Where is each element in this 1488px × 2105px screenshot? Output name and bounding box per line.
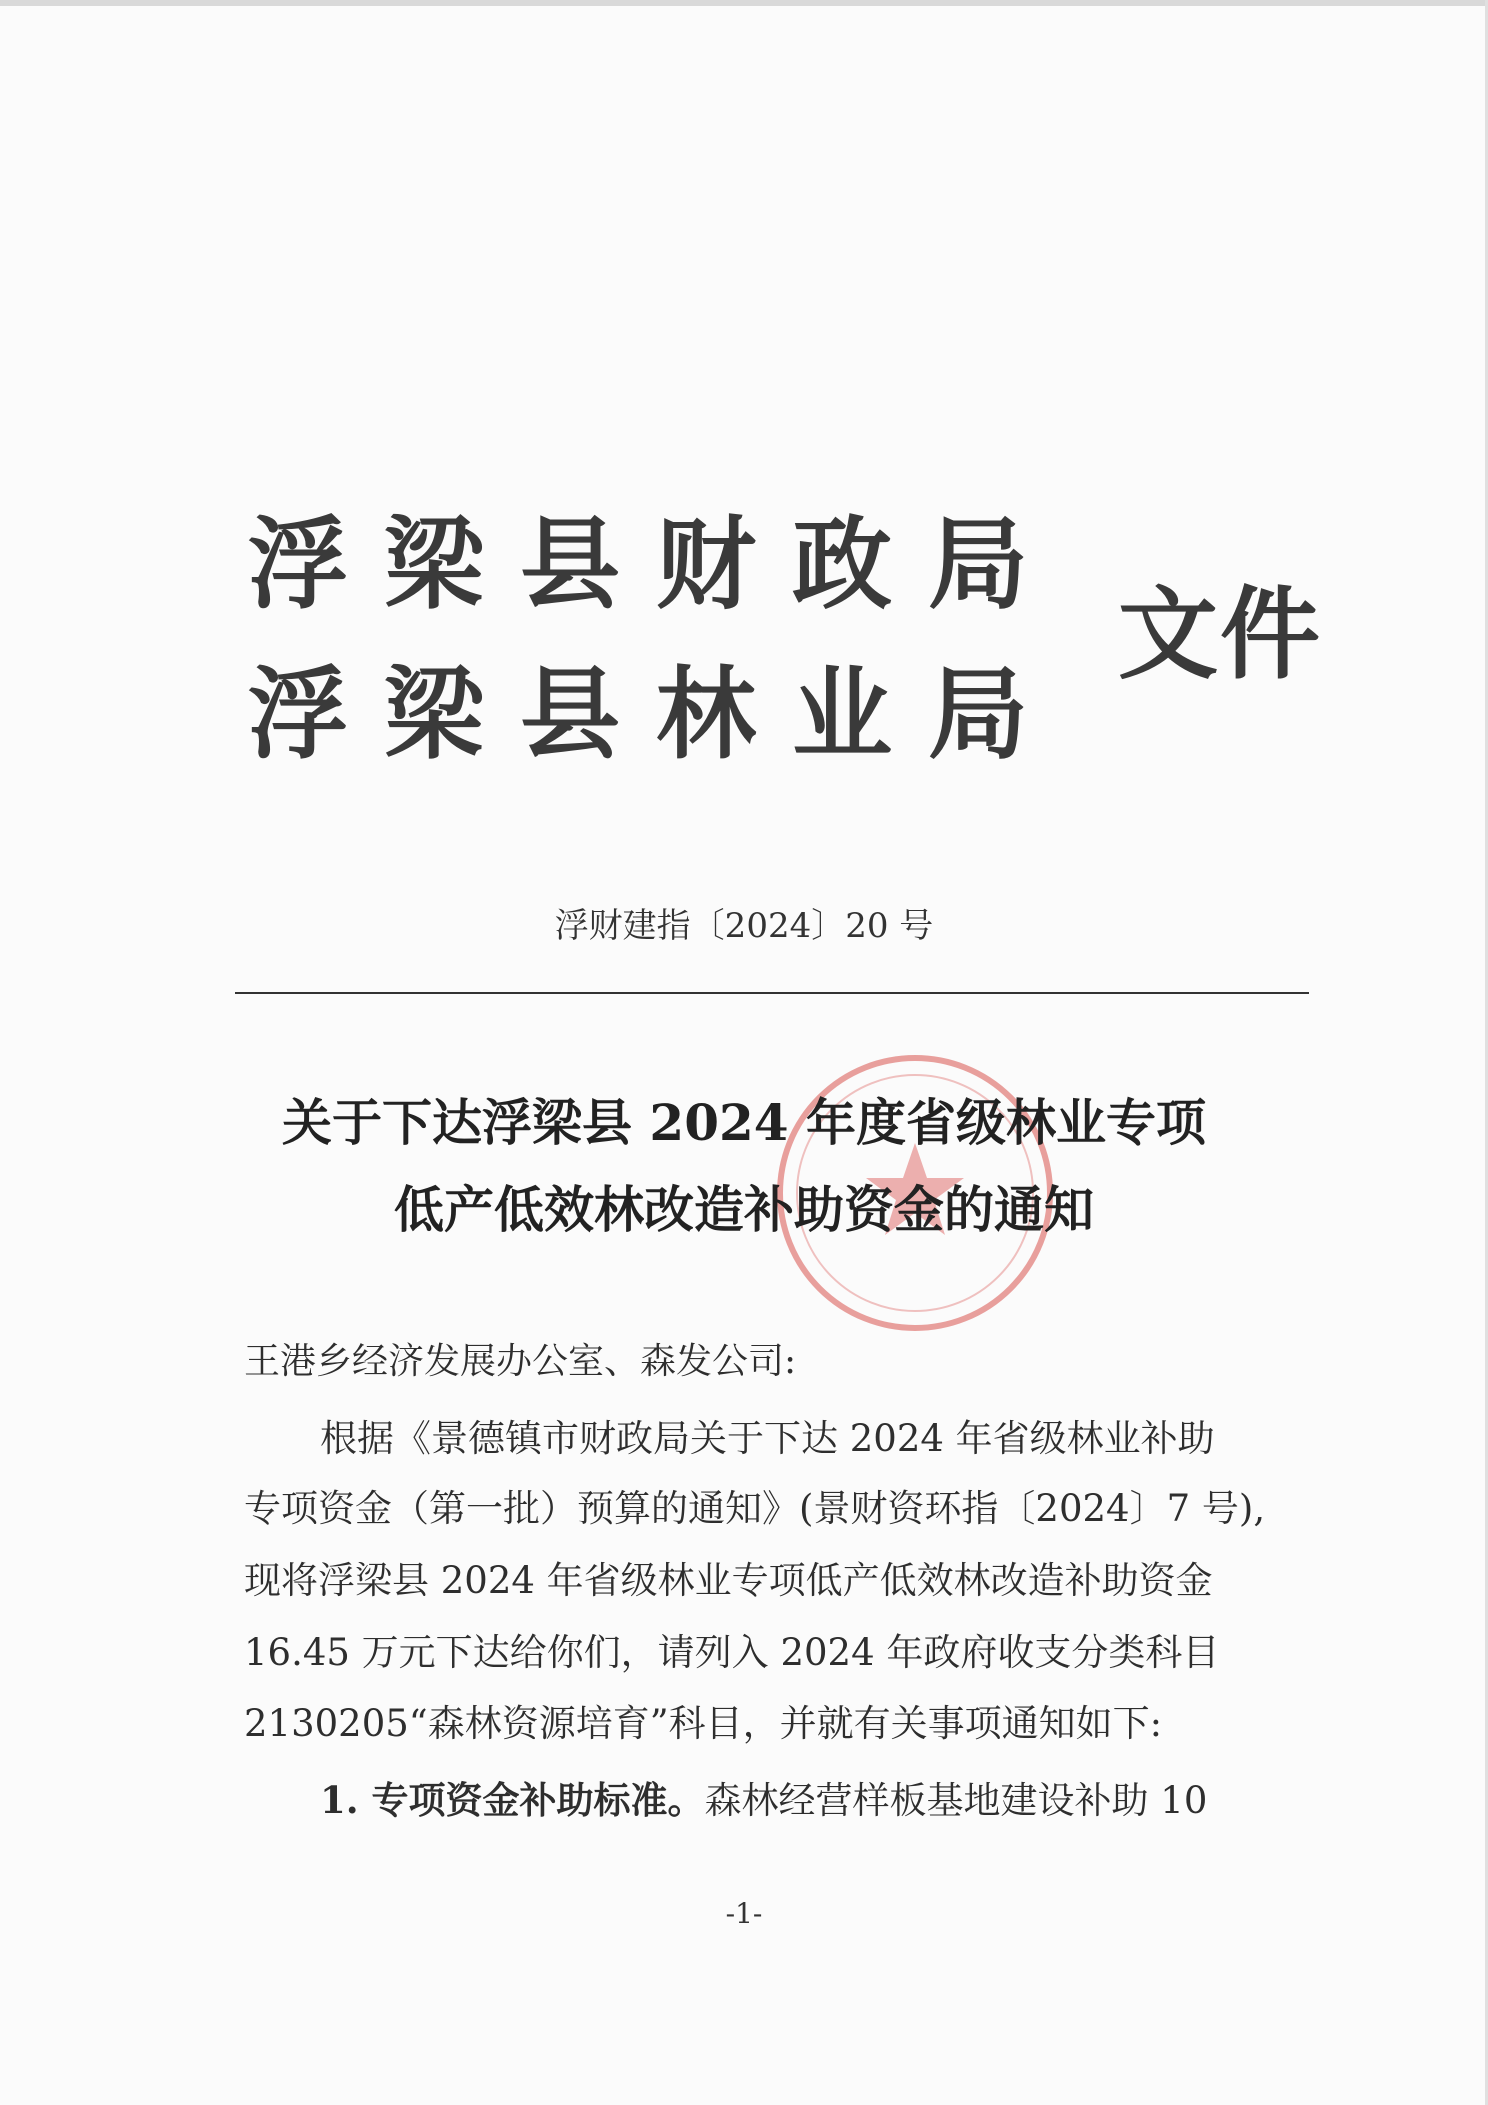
scan-edge-top (0, 0, 1488, 6)
document-type-label: 文件 (1118, 576, 1322, 693)
body-line-item-1 (320, 1778, 1208, 1822)
body-line: 16.45 万元下达给你们，请列入 2024 年政府收支分类科目 (244, 1631, 1220, 1674)
document-number: 浮财建指〔2024〕20 号 (554, 906, 934, 946)
item-text: 森林经营样板基地建设补助 10 (704, 1779, 1208, 1822)
header-divider (235, 992, 1309, 994)
body-line: 现将浮梁县 2024 年省级林业专项低产低效林改造补助资金 (244, 1559, 1213, 1602)
notice-title-line-2: 低产低效林改造补助资金的通知 (394, 1180, 1094, 1239)
item-heading: 1. 专项资金补助标准。 (320, 1778, 705, 1822)
addressee: 王港乡经济发展办公室、森发公司: (244, 1341, 797, 1382)
page-number: -1- (725, 1897, 763, 1930)
body-line: 2130205“森林资源培育”科目，并就有关事项通知如下: (244, 1702, 1163, 1745)
document-header (248, 506, 1348, 780)
issuing-org-1: 浮梁县财政局 (248, 506, 1064, 623)
notice-title-line-1: 关于下达浮梁县 2024 年度省级林业专项 (282, 1093, 1206, 1152)
body-line: 专项资金（第一批）预算的通知》(景财资环指〔2024〕7 号), (244, 1487, 1266, 1530)
body-line: 根据《景德镇市财政局关于下达 2024 年省级林业补助 (320, 1417, 1215, 1460)
issuing-org-2: 浮梁县林业局 (248, 656, 1064, 773)
